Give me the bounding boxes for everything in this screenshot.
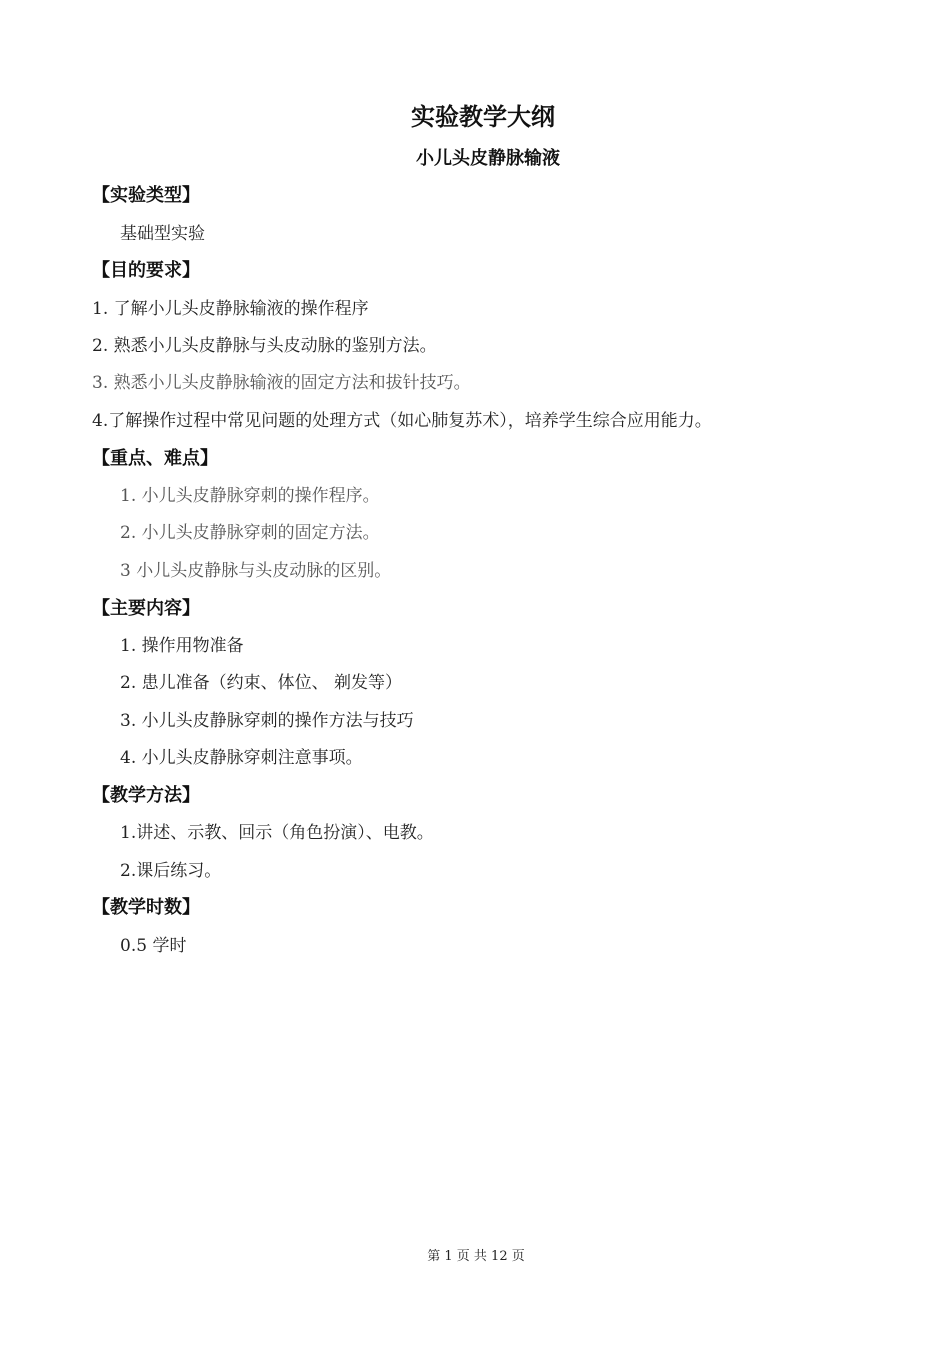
section-heading-hours: 【教学时数】	[92, 897, 200, 918]
content-item-3: 3. 小儿头皮静脉穿刺的操作方法与技巧	[120, 711, 414, 731]
section-heading-key-points: 【重点、难点】	[92, 448, 218, 469]
type-item: 基础型实验	[120, 224, 205, 244]
method-item-2: 2.课后练习。	[120, 861, 222, 881]
content-item-4: 4. 小儿头皮静脉穿刺注意事项。	[120, 748, 363, 768]
hours-item: 0.5 学时	[120, 936, 187, 956]
section-heading-methods: 【教学方法】	[92, 785, 200, 806]
document-title: 实验教学大纲	[411, 103, 555, 131]
section-heading-content: 【主要内容】	[92, 598, 200, 619]
section-heading-type: 【实验类型】	[92, 185, 200, 206]
goal-item-3: 3. 熟悉小儿头皮静脉输液的固定方法和拔针技巧。	[92, 373, 471, 393]
goal-item-2: 2. 熟悉小儿头皮静脉与头皮动脉的鉴别方法。	[92, 336, 437, 356]
key-point-item-1: 1. 小儿头皮静脉穿刺的操作程序。	[120, 486, 380, 506]
goal-item-1: 1. 了解小儿头皮静脉输液的操作程序	[92, 299, 369, 319]
key-point-item-2: 2. 小儿头皮静脉穿刺的固定方法。	[120, 523, 380, 543]
goal-item-4: 4.了解操作过程中常见问题的处理方式（如心肺复苏术），培养学生综合应用能力。	[92, 411, 712, 431]
method-item-1: 1.讲述、示教、回示（角色扮演）、电教。	[120, 823, 434, 843]
section-heading-goals: 【目的要求】	[92, 260, 200, 281]
content-item-2: 2. 患儿准备（约束、体位、 剃发等）	[120, 673, 403, 693]
content-item-1: 1. 操作用物准备	[120, 636, 244, 656]
page-footer: 第 1 页 共 12 页	[427, 1249, 525, 1264]
key-point-item-3: 3 小儿头皮静脉与头皮动脉的区别。	[120, 561, 392, 581]
document-subtitle: 小儿头皮静脉输液	[416, 148, 560, 169]
